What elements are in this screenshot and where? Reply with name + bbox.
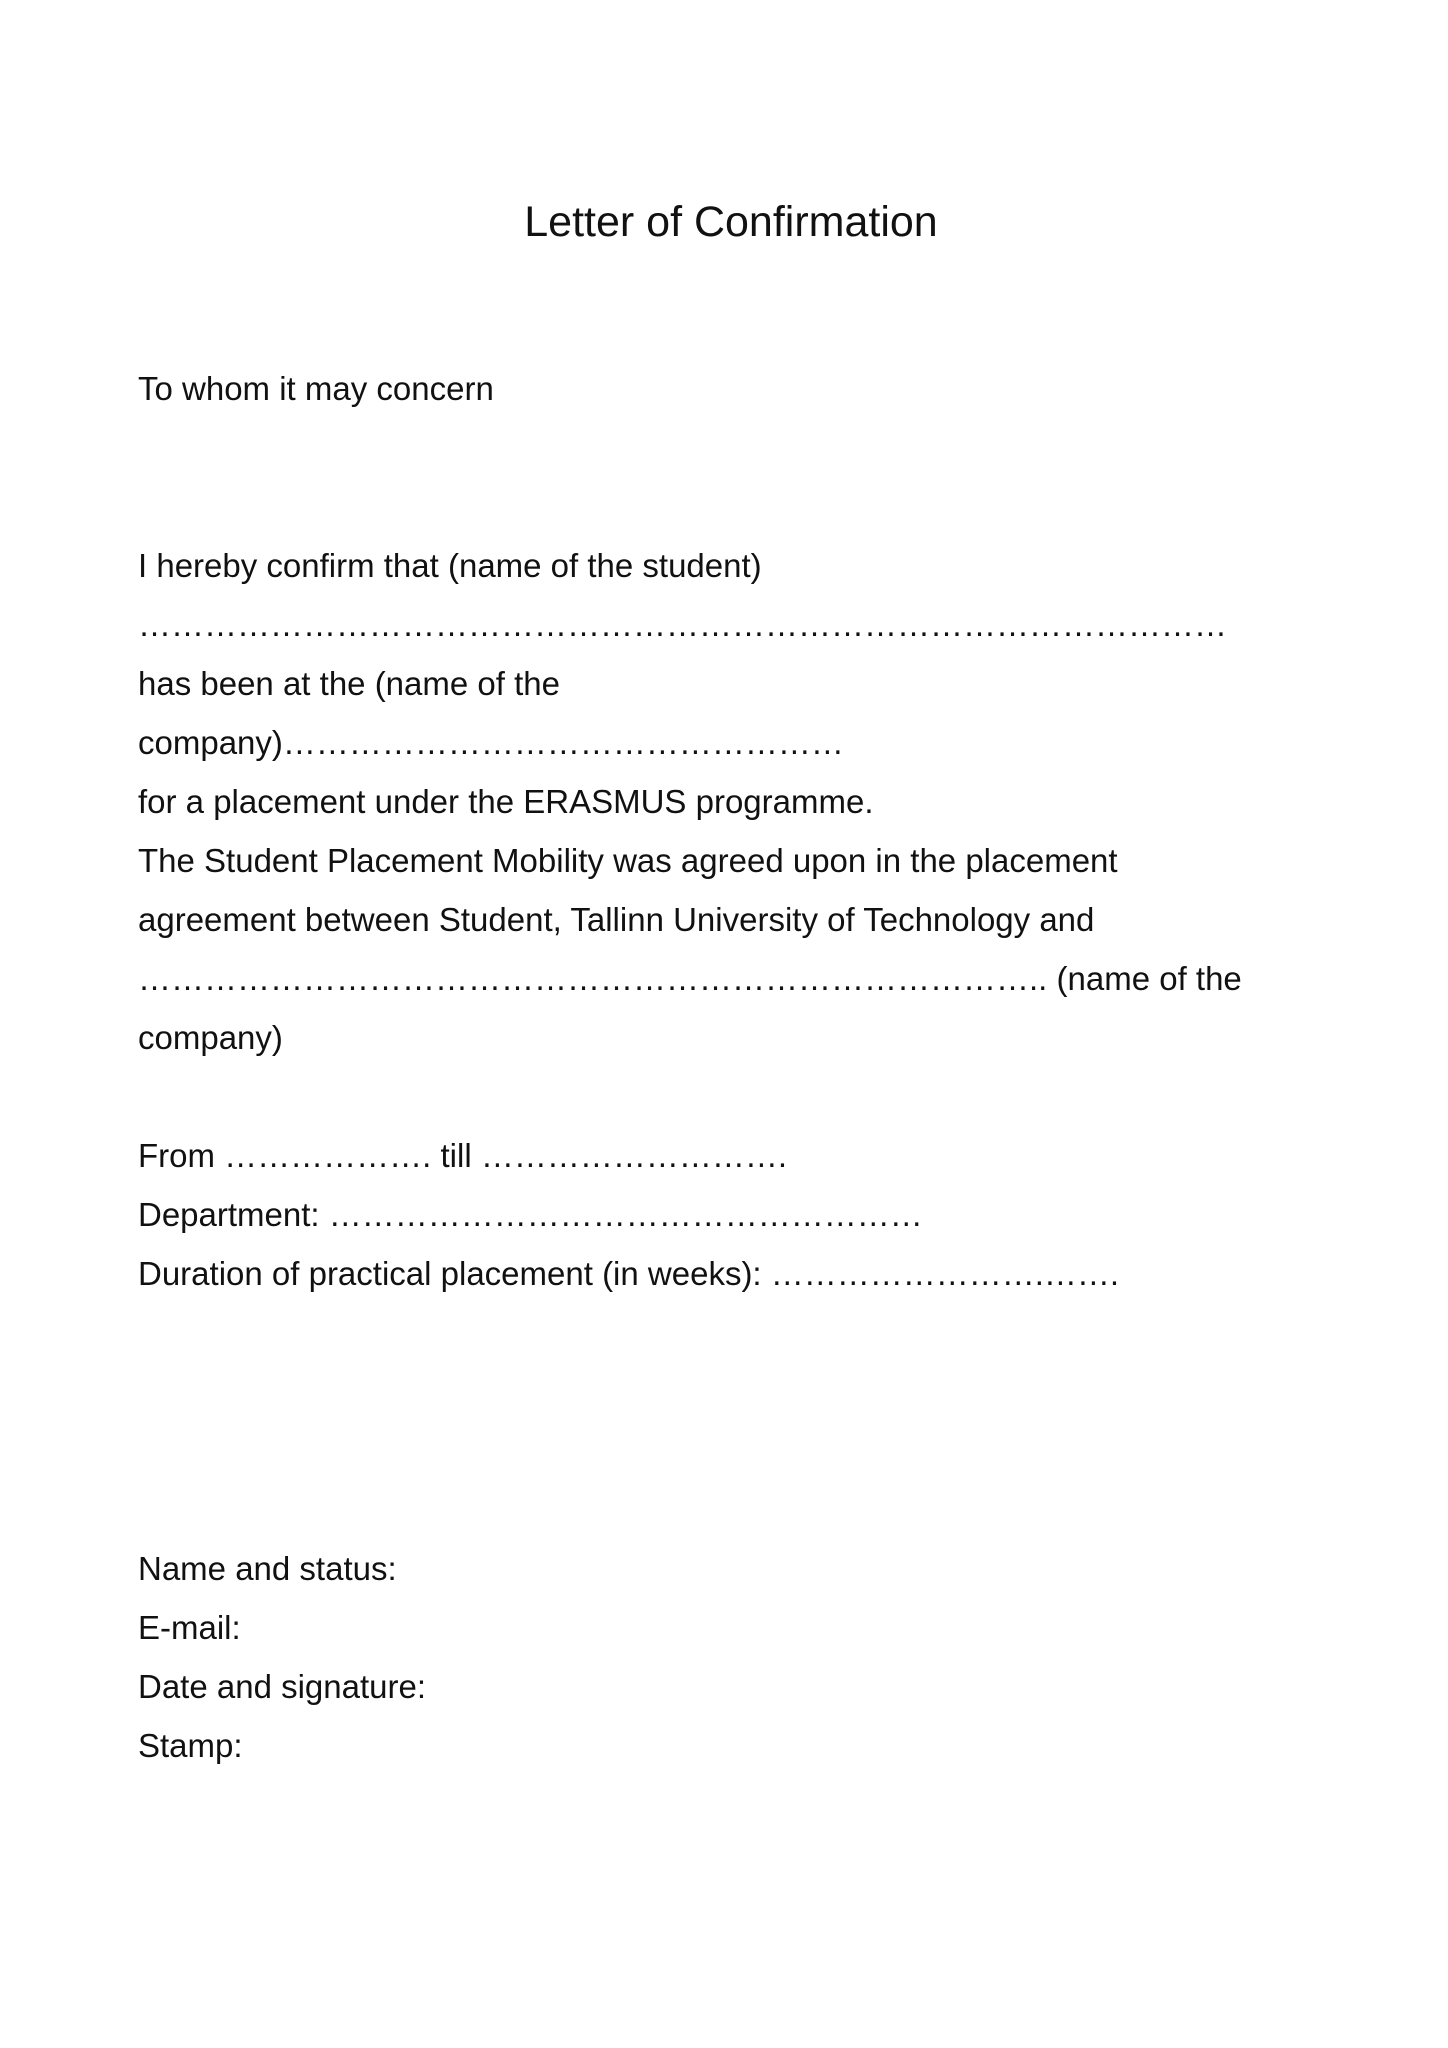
email-label: E-mail: [138,1609,241,1646]
salutation: To whom it may concern [138,370,494,407]
date-signature-label: Date and signature: [138,1668,427,1705]
name-status-label: Name and status: [138,1550,397,1587]
duration-field: Duration of practical placement (in weeks): …………………….……. [138,1255,1120,1292]
department-field: Department: ……………………………………………… [138,1196,923,1233]
body-line-student-blank: ……………………………………………………………………………………… [138,606,1227,643]
page-title: Letter of Confirmation [524,198,938,246]
body-line-programme: for a placement under the ERASMUS programme. [138,783,874,820]
body-line-student: I hereby confirm that (name of the student) [138,547,762,584]
body-line-company-end: company) [138,1019,283,1056]
period-from-till: From ………………. till ………………………. [138,1137,787,1174]
stamp-label: Stamp: [138,1727,243,1764]
body-line-company-blank: company)…………………………………………… [138,724,844,761]
body-line-mobility: The Student Placement Mobility was agreed upon in the placement [138,842,1118,879]
body-line-agreement-company-blank: ……………………………………………………………………….. (name of the [138,960,1242,997]
body-line-company-label: has been at the (name of the [138,665,560,702]
body-line-agreement: agreement between Student, Tallinn University of Technology and [138,901,1095,938]
